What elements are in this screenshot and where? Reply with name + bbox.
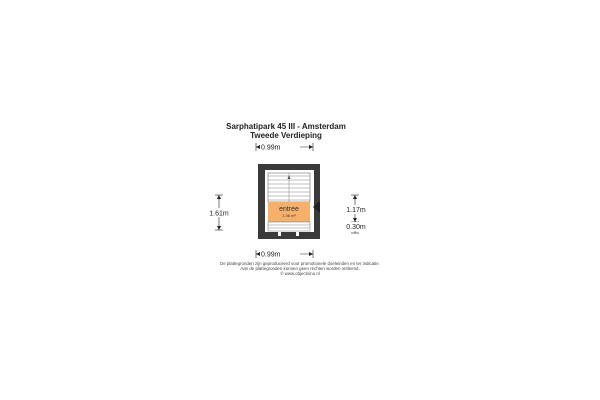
dimension-bottom-label: 0.99m: [261, 251, 281, 259]
room-label: entree: [279, 206, 299, 213]
staircase: [268, 173, 310, 202]
dimension-top: [256, 142, 313, 152]
disclaimer-line-2: Aan de plattegronden kunnen geen rechten worden ontleend.: [240, 266, 360, 271]
disclaimer-line-1: De plattegronden zijn geproduceerd voor promotionele doeleinden en ter indicatie.: [220, 261, 380, 266]
floor-subtitle: Tweede Verdieping: [250, 131, 322, 140]
room-entree: [268, 202, 310, 231]
disclaimer: [220, 261, 380, 276]
room-area: 1.36 m²: [282, 213, 296, 218]
dimension-bottom: [256, 249, 313, 259]
property-title: Sarphatipark 45 III - Amsterdam: [226, 122, 346, 131]
dimension-left: [206, 195, 233, 230]
dimension-top-label: 0.99m: [261, 144, 281, 152]
dimension-right-lower-label: 0.30m: [346, 224, 366, 231]
disclaimer-line-3: © www.objectiono.nl: [280, 271, 320, 276]
dimension-right: [343, 195, 370, 233]
dimension-left-label: 1.61m: [209, 210, 229, 218]
dimension-right-upper-label: 1.17m: [346, 207, 366, 214]
